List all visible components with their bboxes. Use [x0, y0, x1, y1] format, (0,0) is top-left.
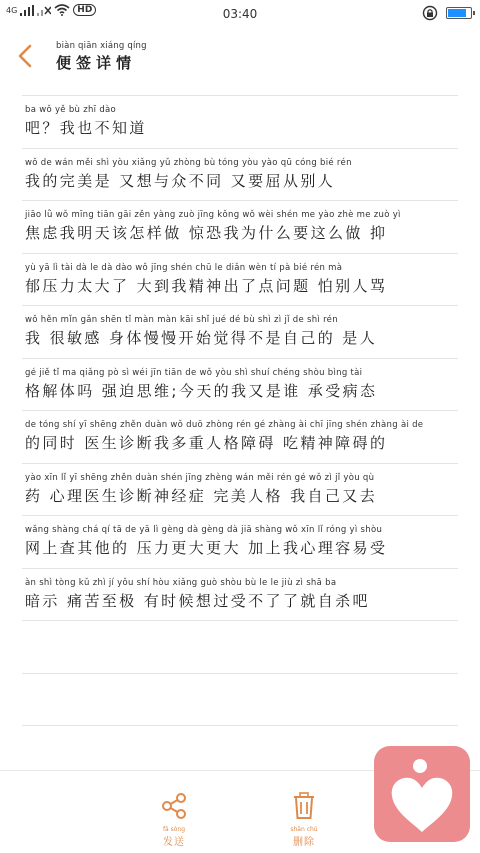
trash-icon [289, 792, 319, 820]
note-content[interactable] [22, 95, 458, 778]
network-type: 4G [6, 5, 18, 15]
delete-pinyin: shān chú [290, 826, 318, 833]
heart-person-icon [374, 746, 470, 842]
line-text: 我 很敏感 身体慢慢开始觉得不是自己的 是人 [25, 329, 378, 347]
note-line [22, 515, 458, 568]
line-pinyin: de tóng shí yī shēng zhěn duàn wǒ duō zhòng rén gé zhàng ài chī jīng shén zhàng ài de [25, 420, 424, 430]
empty-line [22, 620, 458, 673]
note-line [22, 568, 458, 621]
line-pinyin: jiāo lǜ wǒ mīng tiān gāi zěn yàng zuò jīng kǒng wǒ wèi shén me yào zhè me zuò yì [25, 210, 401, 220]
status-right [422, 5, 472, 21]
line-text: 网上查其他的 压力更大更大 加上我心理容易受 [25, 539, 388, 557]
line-text: 格解体吗 强迫思维;今天的我又是谁 承受病态 [25, 381, 378, 400]
note-line [22, 410, 458, 463]
back-button[interactable] [12, 40, 42, 72]
line-pinyin: wǎng shàng chá qí tā de yā lì gèng dà gèng dà jiā shàng wǒ xīn lǐ róng yì shòu [25, 525, 383, 535]
header [0, 28, 480, 84]
line-text: 郁压力太大了 大到我精神出了点问题 怕别人骂 [25, 276, 388, 295]
line-text: 焦虑我明天该怎样做 惊恐我为什么要这么做 抑 [25, 224, 388, 242]
delete-label: 删除 [293, 837, 315, 848]
line-text: 我的完美是 又想与众不同 又要屈从别人 [25, 171, 336, 190]
floating-app-button[interactable] [374, 746, 470, 842]
line-pinyin: ba wǒ yě bù zhī dào [25, 105, 117, 115]
line-text: 暗示 痛苦至极 有时候想过受不了了就自杀吧 [25, 591, 370, 610]
status-bar [0, 0, 480, 28]
title-block [56, 41, 147, 73]
status-time: 03:40 [222, 7, 258, 21]
delete-button[interactable] [274, 792, 334, 848]
note-line [22, 463, 458, 516]
note-line [22, 148, 458, 201]
note-line [22, 358, 458, 411]
line-pinyin: wǒ hěn mǐn gǎn shēn tǐ màn màn kāi shǐ jué dé bù shì zì jǐ de shì rén [25, 315, 338, 325]
share-icon [159, 792, 189, 820]
hd-badge: HD [73, 4, 96, 16]
empty-line [22, 673, 458, 726]
chevron-left-icon [12, 40, 42, 72]
line-pinyin: àn shì tòng kǔ zhì jí yǒu shí hòu xiǎng guò shòu bù le le jiù zì shā ba [25, 577, 337, 588]
note-line [22, 305, 458, 358]
line-text: 的同时 医生诊断我多重人格障碍 吃精神障碍的 [25, 434, 388, 452]
rotation-lock-icon [422, 5, 438, 21]
note-line [22, 200, 458, 253]
send-button[interactable] [144, 792, 204, 848]
line-pinyin: yào xīn lǐ yī shēng zhěn duàn shén jīng zhèng wán měi rén gé wǒ zì jǐ yòu qù [25, 472, 375, 483]
send-label: 发送 [163, 837, 185, 848]
line-pinyin: wǒ de wán měi shì yòu xiǎng yǔ zhòng bù tóng yòu yào qū cóng bié rén [25, 157, 352, 168]
line-pinyin: gé jiě tǐ ma qiǎng pò sì wéi jīn tiān de wǒ yòu shì shuí chéng shòu bìng tài [25, 367, 363, 378]
note-line [22, 95, 458, 148]
line-pinyin: yù yā lì tài dà le dà dào wǒ jīng shén chū le diǎn wèn tí pà bié rén mà [25, 262, 343, 273]
line-text: 药 心理医生诊断神经症 完美人格 我自己又去 [25, 486, 378, 505]
note-line [22, 253, 458, 306]
page-title: 便签详情 [56, 54, 137, 72]
title-pinyin: biàn qiān xiáng qíng [56, 41, 147, 51]
send-pinyin: fā sòng [162, 826, 186, 833]
battery-icon [446, 7, 472, 19]
line-text: 吧？我也不知道 [25, 119, 147, 137]
